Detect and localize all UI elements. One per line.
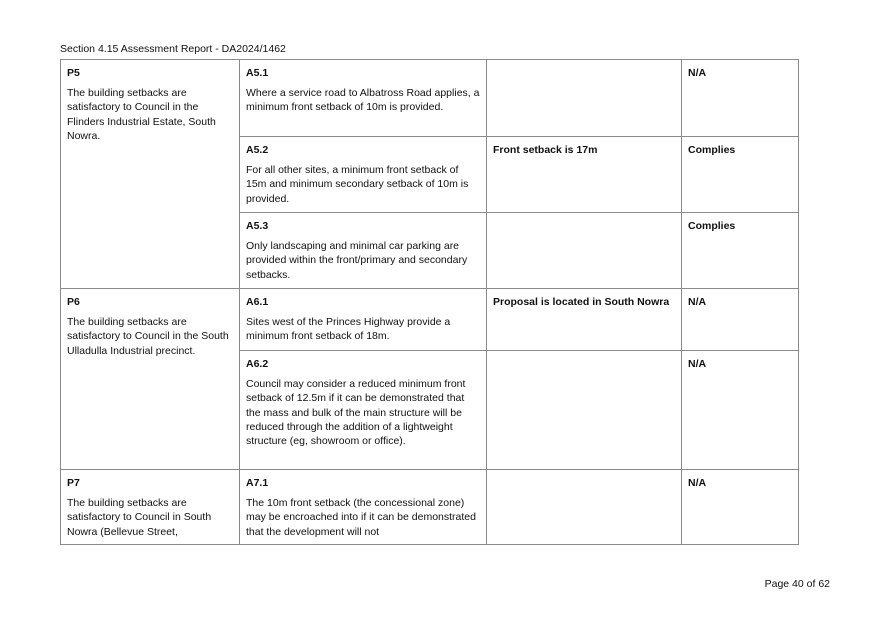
acceptable-solution-code: A5.3 bbox=[246, 220, 269, 232]
acceptable-solution-cell bbox=[240, 289, 487, 351]
status-cell: Complies bbox=[682, 137, 799, 213]
status-cell: N/A bbox=[682, 470, 799, 545]
page-number: Page 40 of 62 bbox=[764, 578, 830, 590]
acceptable-solution-cell bbox=[240, 60, 487, 137]
status-cell: Complies bbox=[682, 213, 799, 289]
performance-criteria-cell bbox=[61, 289, 240, 470]
acceptable-solution-code: A7.1 bbox=[246, 477, 269, 489]
status-cell: N/A bbox=[682, 351, 799, 470]
performance-text: The building setbacks are satisfactory to Council in the South Ulladulla Industrial precinct. bbox=[67, 316, 229, 357]
performance-criteria-cell bbox=[61, 470, 240, 545]
table-row bbox=[61, 470, 799, 545]
table-row bbox=[61, 60, 799, 137]
acceptable-solution-text: For all other sites, a minimum front setback of 15m and minimum secondary setback of 10m is provided. bbox=[246, 164, 469, 205]
performance-text: The building setbacks are satisfactory to Council in South Nowra (Bellevue Street, bbox=[67, 497, 212, 538]
acceptable-solution-cell bbox=[240, 470, 487, 545]
comment-cell: Proposal is located in South Nowra bbox=[487, 289, 682, 351]
acceptable-solution-cell bbox=[240, 351, 487, 470]
comment-cell: Front setback is 17m bbox=[487, 137, 682, 213]
comment-cell bbox=[487, 351, 682, 470]
acceptable-solution-code: A6.2 bbox=[246, 358, 269, 370]
acceptable-solution-code: A5.1 bbox=[246, 67, 269, 79]
acceptable-solution-text: Only landscaping and minimal car parking are provided within the front/primary and secondary setbacks. bbox=[246, 240, 468, 281]
assessment-table bbox=[60, 59, 799, 545]
performance-code: P7 bbox=[67, 477, 80, 489]
acceptable-solution-cell bbox=[240, 213, 487, 289]
acceptable-solution-text: The 10m front setback (the concessional zone) may be encroached into if it can be demonstrated that the development will not bbox=[246, 497, 476, 538]
table-row bbox=[61, 289, 799, 351]
acceptable-solution-text: Where a service road to Albatross Road applies, a minimum front setback of 10m is provided. bbox=[246, 87, 480, 114]
acceptable-solution-cell bbox=[240, 137, 487, 213]
acceptable-solution-code: A6.1 bbox=[246, 296, 269, 308]
performance-code: P5 bbox=[67, 67, 80, 79]
status-cell: N/A bbox=[682, 289, 799, 351]
acceptable-solution-code: A5.2 bbox=[246, 144, 269, 156]
report-header: Section 4.15 Assessment Report - DA2024/1462 bbox=[60, 43, 286, 55]
comment-cell bbox=[487, 60, 682, 137]
acceptable-solution-text: Council may consider a reduced minimum front setback of 12.5m if it can be demonstrated that the mass and bulk of the main structure will be reduced through the addition of a lightweight structure (eg, showroom or office). bbox=[246, 378, 466, 448]
performance-code: P6 bbox=[67, 296, 80, 308]
status-cell: N/A bbox=[682, 60, 799, 137]
performance-text: The building setbacks are satisfactory to Council in the Flinders Industrial Estate, South Nowra. bbox=[67, 87, 216, 142]
comment-cell bbox=[487, 213, 682, 289]
performance-criteria-cell bbox=[61, 60, 240, 289]
comment-cell bbox=[487, 470, 682, 545]
acceptable-solution-text: Sites west of the Princes Highway provide a minimum front setback of 18m. bbox=[246, 316, 451, 343]
